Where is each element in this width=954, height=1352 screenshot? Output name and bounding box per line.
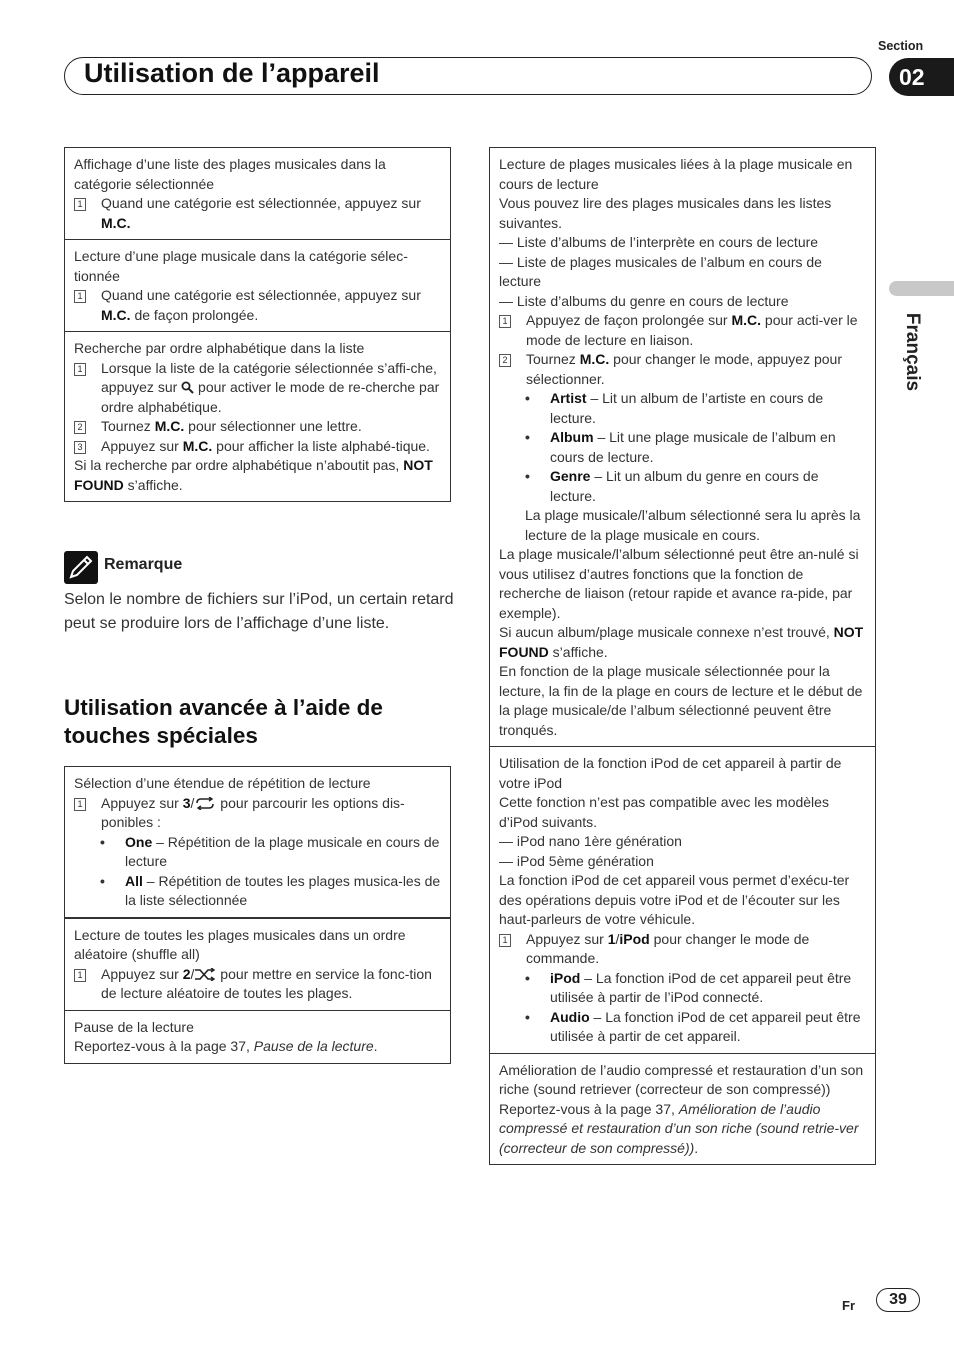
cell-text: La fonction iPod de cet appareil vous permet d’exécu-ter des opérations depuis votre iPod et de l’écouter sur les haut-parleurs de votre véhicule. <box>499 872 850 927</box>
right-table <box>489 147 876 1165</box>
bullet-item: • Artist – Lit un album de l’artiste en cours de lecture. <box>525 390 824 426</box>
step-item <box>74 194 441 233</box>
step-item <box>499 350 866 389</box>
step-text: Appuyez sur 1/iPod pour changer le mode de commande. <box>526 930 810 966</box>
page-number: 39 <box>876 1288 920 1312</box>
cell-text: Si aucun album/plage musicale connexe n’est trouvé, NOT FOUND s’affiche. <box>499 624 864 660</box>
table-cell <box>490 1053 875 1165</box>
left-table-1 <box>64 147 451 502</box>
cross-reference: Reportez-vous à la page 37, Pause de la lecture. <box>74 1038 378 1054</box>
bullet-item: • Audio – La fonction iPod de cet appareil peut être utilisée à partir de cet appareil. <box>525 1008 861 1044</box>
cell-title: Sélection d’une étendue de répétition de lecture <box>74 775 371 791</box>
cross-reference: Reportez-vous à la page 37, Amélioration de l’audio compressé et restauration d’un son riche (sound retrie-ver (correcteur de son compressé)). <box>499 1100 859 1156</box>
step-item <box>74 965 441 1004</box>
table-cell <box>65 767 450 917</box>
step-item <box>499 311 866 350</box>
table-cell <box>490 148 875 746</box>
list-item: — Liste d’albums du genre en cours de lecture <box>499 292 789 309</box>
bullet-item: • All – Répétition de toutes les plages musica-les de la liste sélectionnée <box>100 872 441 908</box>
section-number-badge: 02 <box>889 58 954 96</box>
step-text: Tournez M.C. pour sélectionner une lettre. <box>101 418 362 434</box>
step-text: Appuyez de façon prolongée sur M.C. pour acti-ver le mode de lecture en liaison. <box>526 312 858 348</box>
step-item <box>74 417 441 437</box>
cell-title: Lecture de toutes les plages musicales dans un ordre aléatoire (shuffle all) <box>74 926 406 962</box>
step-number: 1 <box>74 198 86 211</box>
remark-text: Selon le nombre de fichiers sur l’iPod, un certain retard peut se produire lors de l’affichage d’une liste. <box>64 591 454 632</box>
step-number: 1 <box>74 290 86 303</box>
step-text: Appuyez sur M.C. pour afficher la liste alphabé-tique. <box>101 437 430 454</box>
table-cell <box>65 148 450 239</box>
step-number: 1 <box>74 798 86 811</box>
table-cell <box>65 917 450 1010</box>
section-label: Section <box>878 39 924 53</box>
list-item: — iPod 5ème génération <box>499 852 654 869</box>
cell-note: Si la recherche par ordre alphabétique n’aboutit pas, NOT FOUND s’affiche. <box>74 457 433 493</box>
step-item <box>74 286 441 325</box>
step-number: 1 <box>499 934 511 947</box>
table-cell <box>65 239 450 331</box>
note-icon <box>64 551 98 584</box>
bullet-item: • One – Répétition de la plage musicale en cours de lecture <box>100 833 440 869</box>
cell-text: En fonction de la plage musicale sélectionnée pour la lecture, la fin de la plage en cours de lecture et le début de la plage musicale/de l’album sélectionné peuvent être tronqués. <box>499 663 863 738</box>
step-text: Quand une catégorie est sélectionnée, appuyez sur M.C. <box>101 195 421 231</box>
list-item: — iPod nano 1ère génération <box>499 833 682 849</box>
step-number: 2 <box>74 421 86 434</box>
cell-title: Amélioration de l’audio compressé et restauration d’un son riche (sound retriever (correcteur de son compressé)) <box>499 1061 864 1097</box>
step-number: 1 <box>74 363 86 376</box>
bullet-item: • iPod – La fonction iPod de cet appareil peut être utilisée à partir de l’iPod connecté. <box>525 969 852 1005</box>
bullet-item: • Genre – Lit un album du genre en cours de lecture. <box>525 468 819 504</box>
cell-title: Lecture d’une plage musicale dans la catégorie sélec-tionnée <box>74 248 408 284</box>
step-text: Appuyez sur 3/ pour parcourir les options dis-ponibles : <box>101 794 405 830</box>
bullet-item: • Album – Lit une plage musicale de l’album en cours de lecture. <box>525 429 836 465</box>
page-title: Utilisation de l’appareil <box>84 58 380 88</box>
table-cell <box>65 1010 450 1063</box>
cell-text: La plage musicale/l’album sélectionné peut être an-nulé si vous utilisez d’autres fonctions que la fonction de recherche de liaison (retour rapide et avance ra-pide, par exemple). <box>499 546 859 621</box>
step-text: Appuyez sur 2/ pour mettre en service la fonc-tion de lecture aléatoire de toutes les plages. <box>101 965 432 1001</box>
language-tab-label: Français <box>902 312 923 392</box>
step-number: 1 <box>74 969 86 982</box>
cell-title: Affichage d’une liste des plages musicales dans la catégorie sélectionnée <box>74 156 386 192</box>
step-item <box>74 794 441 833</box>
search-icon <box>181 381 194 394</box>
remark-label: Remarque <box>104 556 183 573</box>
left-table-2 <box>64 766 451 1064</box>
step-item <box>74 359 441 418</box>
cell-text: Vous pouvez lire des plages musicales dans les listes suivantes. <box>499 195 832 231</box>
step-text: Tournez M.C. pour changer le mode, appuyez pour sélectionner. <box>526 351 842 387</box>
step-item <box>499 930 866 969</box>
repeat-icon <box>194 797 216 810</box>
cell-title: Recherche par ordre alphabétique dans la liste <box>74 340 365 356</box>
step-note: La plage musicale/l’album sélectionné sera lu après la lecture de la plage musicale en cours. <box>525 507 861 543</box>
step-item <box>74 437 441 457</box>
list-item: — Liste de plages musicales de l’album en cours de lecture <box>499 253 822 289</box>
step-number: 1 <box>499 315 511 328</box>
table-cell <box>490 746 875 1053</box>
shuffle-icon <box>194 968 216 981</box>
language-tab-marker <box>889 281 954 296</box>
step-text: Lorsque la liste de la catégorie sélectionnée s’affi-che, appuyez sur pour activer le mode de re-cherche par ordre alphabétique. <box>101 359 440 415</box>
cell-title: Pause de la lecture <box>74 1018 194 1035</box>
list-item: — Liste d’albums de l’interprète en cours de lecture <box>499 234 819 250</box>
cell-title: Lecture de plages musicales liées à la plage musicale en cours de lecture <box>499 156 853 192</box>
table-cell <box>65 331 450 501</box>
section-heading: Utilisation avancée à l’aide de touches spéciales <box>64 695 383 748</box>
footer-language: Fr <box>842 1298 855 1313</box>
step-number: 2 <box>499 354 511 367</box>
step-number: 3 <box>74 441 86 454</box>
step-text: Quand une catégorie est sélectionnée, appuyez sur M.C. de façon prolongée. <box>101 287 421 323</box>
cell-text: Cette fonction n’est pas compatible avec les modèles d’iPod suivants. <box>499 794 829 830</box>
cell-title: Utilisation de la fonction iPod de cet appareil à partir de votre iPod <box>499 755 842 791</box>
